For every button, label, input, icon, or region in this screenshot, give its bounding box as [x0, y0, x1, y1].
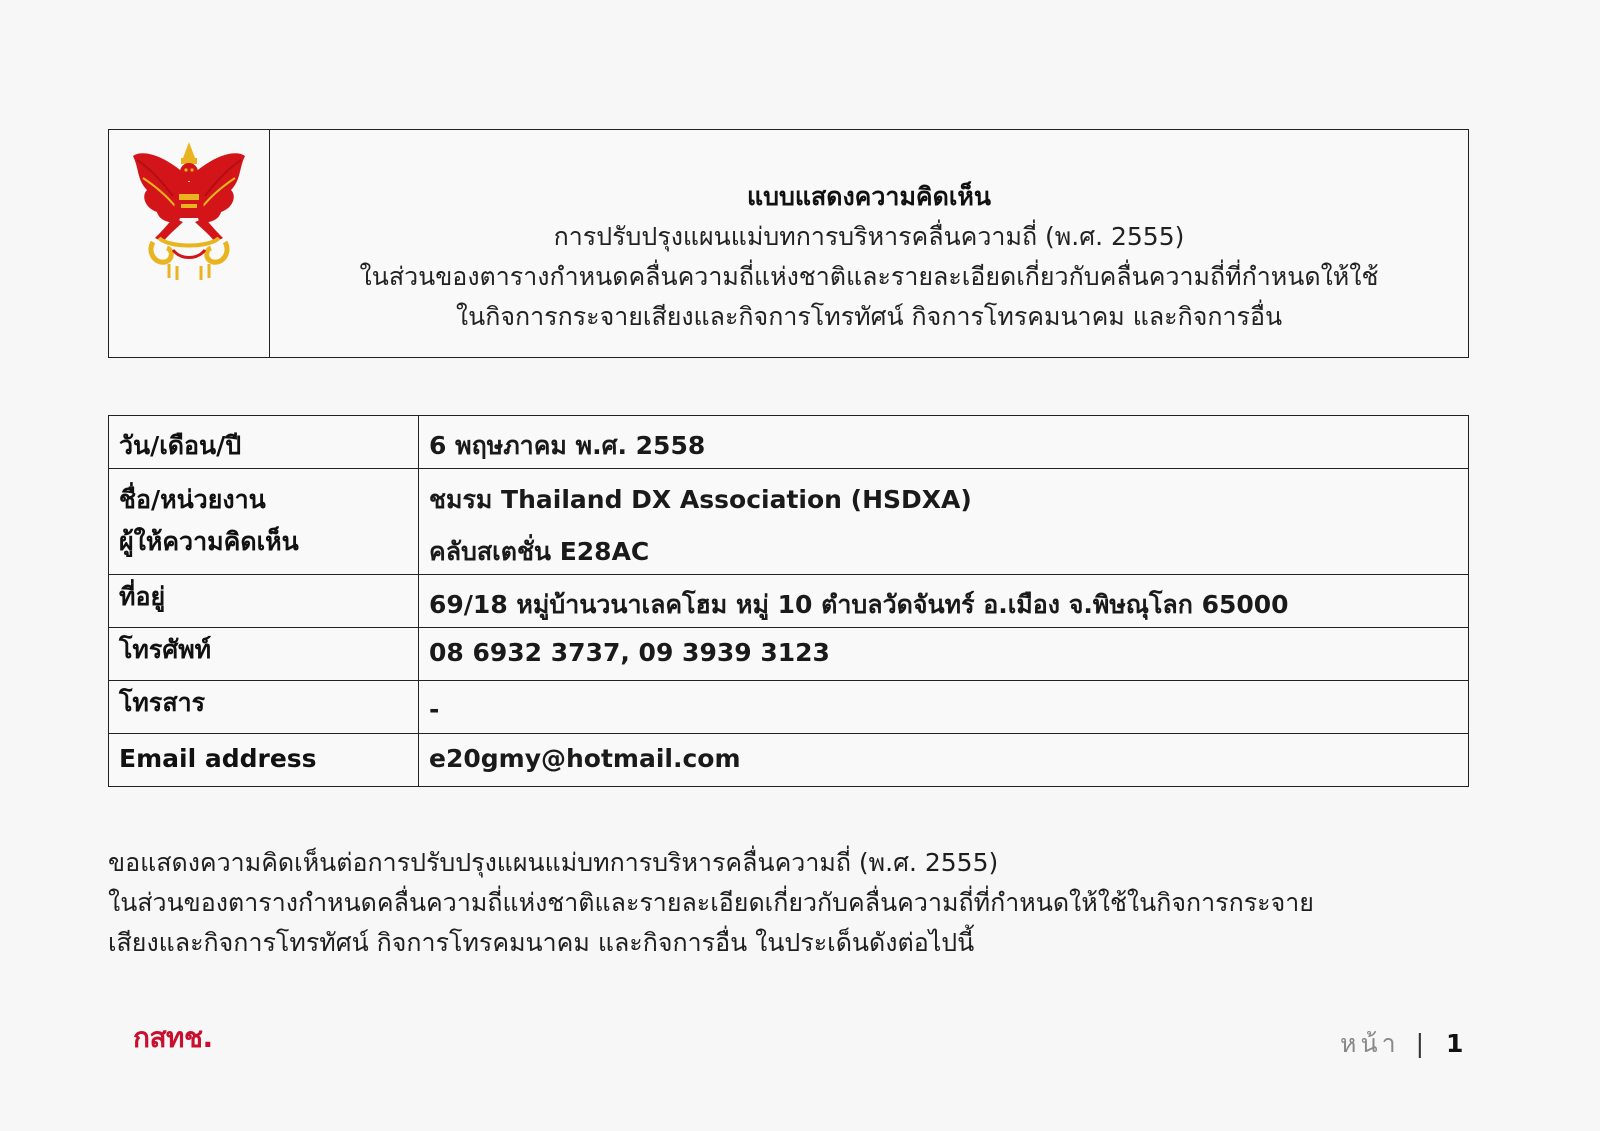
header-title-block — [270, 130, 1468, 357]
name-label-line-1: ชื่อ/หน่วยงาน — [119, 485, 266, 514]
date-value: 6 พฤษภาคม พ.ศ. 2558 — [419, 416, 1469, 469]
form-subtitle-line-1: การปรับปรุงแผนแม่บทการบริหารคลื่นความถี่ (พ.ศ. 2555) — [553, 221, 1185, 251]
document-header — [108, 129, 1469, 358]
club-station-name: คลับสเตชั่น E28AC — [429, 537, 650, 566]
email-value: e20gmy@hotmail.com — [419, 734, 1469, 787]
body-line-1: ขอแสดงความคิดเห็นต่อการปรับปรุงแผนแม่บทการบริหารคลื่นความถี่ (พ.ศ. 2555) — [108, 848, 999, 877]
table-row-fax — [109, 681, 1469, 734]
body-line-3: เสียงและกิจการโทรทัศน์ กิจการโทรคมนาคม และกิจการอื่น ในประเด็นดังต่อไปนี้ — [108, 928, 975, 957]
email-label: Email address — [109, 734, 419, 787]
name-label-cell — [109, 469, 419, 575]
emblem-cell — [109, 130, 270, 357]
form-title: แบบแสดงความคิดเห็น — [746, 181, 992, 211]
table-row-date — [109, 416, 1469, 469]
body-line-2: ในส่วนของตารางกำหนดคลื่นความถี่แห่งชาติและรายละเอียดเกี่ยวกับคลื่นความถี่ที่กำหนดให้ใช้ในกิจการกระจาย — [108, 888, 1314, 917]
organization-name: ชมรม Thailand DX Association (HSDXA) — [429, 485, 972, 514]
garuda-emblem-icon — [129, 138, 249, 288]
page-label: หน้า — [1340, 1029, 1400, 1058]
phone-label: โทรศัพท์ — [109, 628, 419, 681]
address-value: 69/18 หมู่บ้านวนาเลคโฮม หมู่ 10 ตำบลวัดจันทร์ อ.เมือง จ.พิษณุโลก 65000 — [419, 575, 1469, 628]
phone-value: 08 6932 3737, 09 3939 3123 — [419, 628, 1469, 681]
respondent-info-table — [108, 415, 1469, 787]
fax-value: - — [419, 681, 1469, 734]
form-subtitle-line-3: ในกิจการกระจายเสียงและกิจการโทรทัศน์ กิจการโทรคมนาคม และกิจการอื่น — [455, 301, 1283, 331]
page-separator: | — [1415, 1029, 1428, 1058]
table-row-name — [109, 469, 1469, 575]
page-number: 1 — [1445, 1029, 1464, 1058]
fax-label: โทรสาร — [109, 681, 419, 734]
date-label: วัน/เดือน/ปี — [109, 416, 419, 469]
address-label: ที่อยู่ — [109, 575, 419, 628]
form-subtitle-line-2: ในส่วนของตารางกำหนดคลื่นความถี่แห่งชาติและรายละเอียดเกี่ยวกับคลื่นความถี่ที่กำหนดให้ใช้ — [359, 261, 1379, 291]
name-label-line-2: ผู้ให้ความคิดเห็น — [119, 527, 299, 556]
table-row-address — [109, 575, 1469, 628]
page-indicator — [1340, 1024, 1463, 1064]
table-row-phone — [109, 628, 1469, 681]
nbtc-logo: กสทช. — [133, 1021, 213, 1054]
comment-intro-paragraph — [108, 843, 1528, 963]
name-value-cell — [419, 469, 1469, 575]
table-row-email — [109, 734, 1469, 787]
